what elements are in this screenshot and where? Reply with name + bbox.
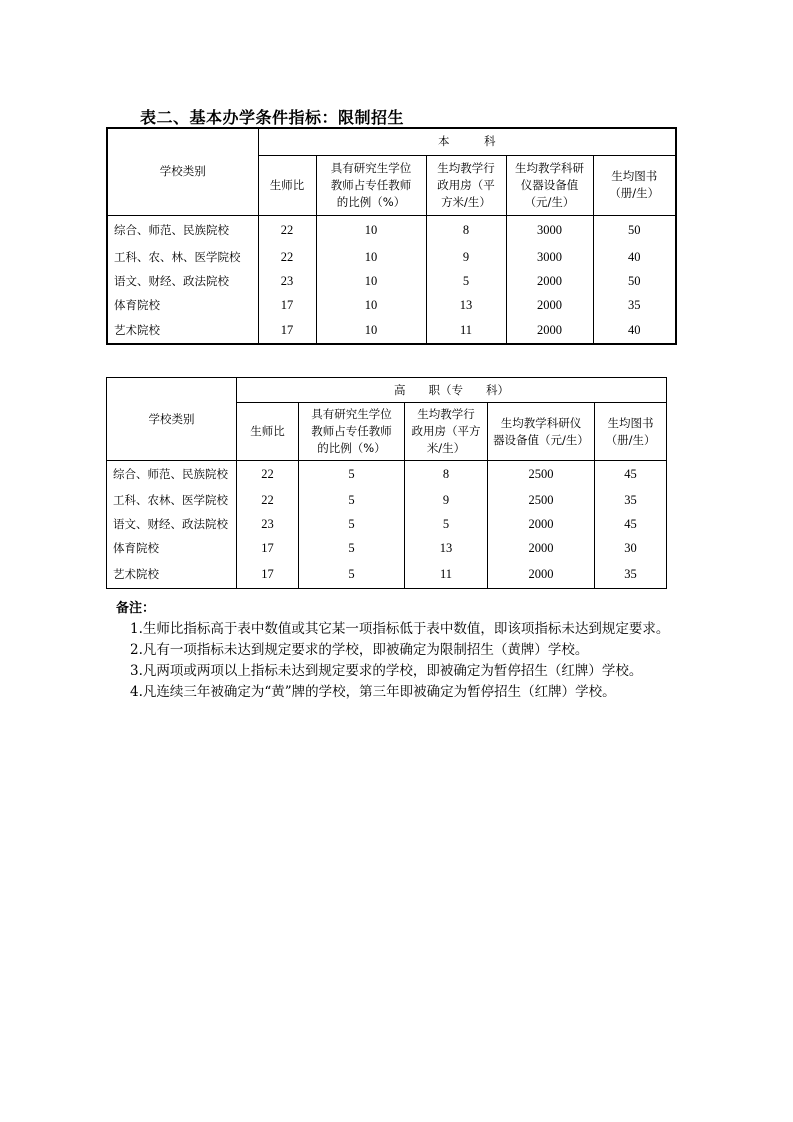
column-header-line: 生均图书 (607, 415, 654, 430)
page-title: 表二、基本办学条件指标：限制招生 (140, 108, 405, 127)
value-cell: 22 (258, 215, 316, 245)
note-item: 1.生师比指标高于表中数值或其它某一项指标低于表中数值，即该项指标未达到规定要求。 (130, 621, 670, 637)
value-cell: 40 (593, 317, 676, 344)
column-header-line: 生均教学行 (417, 407, 475, 421)
column-header-line: 生均教学科研 (515, 160, 584, 175)
note-item: 2.凡有一项指标未达到规定要求的学校，即被确定为限制招生（黄牌）学校。 (130, 642, 589, 658)
value-cell: 3000 (506, 215, 593, 245)
note-item: 4.凡连续三年被确定为“黄”牌的学校，第三年即被确定为暂停招生（红牌）学校。 (130, 684, 616, 700)
value-cell: 50 (593, 215, 676, 245)
undergraduate-table (106, 127, 677, 345)
table-row (107, 215, 676, 245)
column-header-line: 生均教学科研仪 (500, 415, 582, 430)
column-header-line: 生师比 (250, 424, 285, 438)
value-cell: 22 (237, 461, 299, 489)
table-row (107, 317, 676, 344)
group-header: 本 科 (258, 128, 676, 155)
table-row (107, 537, 667, 561)
value-cell: 2000 (506, 317, 593, 344)
value-cell: 13 (426, 293, 506, 317)
column-header-line: （册/生） (605, 432, 656, 447)
table-body (107, 215, 676, 344)
value-cell: 10 (316, 215, 426, 245)
value-cell: 5 (299, 537, 405, 561)
value-cell: 35 (593, 293, 676, 317)
column-header-line: 器设备值（元/生） (493, 432, 589, 447)
column-header-line: 生均教学行 (437, 160, 495, 175)
table-row (107, 561, 667, 589)
school-type-cell: 语文、财经、政法院校 (114, 273, 229, 288)
value-cell: 11 (405, 561, 488, 589)
column-header-line: 具有研究生学位 (311, 407, 392, 421)
column-header-line: 教师占专任教师 (330, 177, 412, 192)
column-header (506, 155, 593, 215)
value-cell: 10 (316, 317, 426, 344)
column-header-line: 方米/生） (441, 194, 491, 209)
table-row (107, 293, 676, 317)
column-header (316, 155, 426, 215)
column-header-line: 政用房（平 (437, 177, 495, 192)
school-type-cell: 综合、师范、民族院校 (114, 222, 229, 237)
school-type-cell: 语文、财经、政法院校 (113, 517, 228, 531)
value-cell: 2000 (488, 513, 595, 537)
value-cell: 17 (237, 537, 299, 561)
column-header (593, 155, 676, 215)
value-cell: 22 (237, 489, 299, 513)
value-cell: 5 (405, 513, 488, 537)
value-cell: 9 (426, 245, 506, 269)
value-cell: 8 (426, 215, 506, 245)
school-type-cell: 工科、农、林、医学院校 (114, 249, 241, 264)
value-cell: 5 (299, 461, 405, 489)
value-cell: 23 (258, 269, 316, 293)
value-cell: 10 (316, 245, 426, 269)
column-header (426, 155, 506, 215)
column-header-line: （册/生） (609, 186, 660, 200)
column-header (237, 403, 299, 461)
value-cell: 17 (258, 293, 316, 317)
value-cell: 2000 (488, 537, 595, 561)
column-header-line: 政用房（平方 (411, 424, 481, 438)
value-cell: 5 (299, 513, 405, 537)
value-cell: 30 (595, 537, 667, 561)
value-cell: 11 (426, 317, 506, 344)
column-header (299, 403, 405, 461)
column-header-line: 米/生） (426, 441, 466, 455)
school-type-cell: 综合、师范、民族院校 (113, 467, 228, 482)
school-type-cell: 体育院校 (113, 541, 159, 555)
column-header-line: 具有研究生学位 (330, 160, 412, 175)
value-cell: 22 (258, 245, 316, 269)
value-cell: 35 (595, 561, 667, 589)
value-cell: 10 (316, 293, 426, 317)
table-row (107, 245, 676, 269)
value-cell: 35 (595, 489, 667, 513)
table-row (107, 269, 676, 293)
value-cell: 5 (299, 489, 405, 513)
column-header-line: 仪器设备值 (520, 177, 579, 192)
value-cell: 10 (316, 269, 426, 293)
value-cell: 3000 (506, 245, 593, 269)
group-header: 高 职（专 科） (237, 378, 667, 403)
school-type-cell: 体育院校 (114, 297, 160, 312)
value-cell: 2000 (506, 293, 593, 317)
value-cell: 8 (405, 461, 488, 489)
value-cell: 45 (595, 461, 667, 489)
column-header (405, 403, 488, 461)
value-cell: 40 (593, 245, 676, 269)
value-cell: 2500 (488, 461, 595, 489)
row-header: 学校类别 (107, 128, 258, 215)
column-header-line: 的比例（%） (317, 441, 386, 455)
notes-heading: 备注： (116, 601, 156, 616)
column-header (488, 403, 595, 461)
column-header-line: （元/生） (524, 194, 575, 209)
note-item: 3.凡两项或两项以上指标未达到规定要求的学校，即被确定为暂停招生（红牌）学校。 (130, 663, 643, 679)
value-cell: 5 (299, 561, 405, 589)
value-cell: 45 (595, 513, 667, 537)
column-header-line: 生均图书 (611, 169, 658, 183)
column-header (595, 403, 667, 461)
column-header-line: 的比例（%） (336, 194, 406, 209)
table-body (107, 461, 667, 589)
value-cell: 5 (426, 269, 506, 293)
table-row (107, 461, 667, 489)
value-cell: 17 (237, 561, 299, 589)
school-type-cell: 艺术院校 (113, 566, 159, 581)
value-cell: 17 (258, 317, 316, 344)
column-header-line: 教师占专任教师 (311, 424, 392, 438)
school-type-cell: 艺术院校 (114, 322, 160, 337)
row-header: 学校类别 (107, 378, 237, 461)
value-cell: 9 (405, 489, 488, 513)
value-cell: 50 (593, 269, 676, 293)
notes (116, 598, 669, 703)
value-cell: 2000 (506, 269, 593, 293)
value-cell: 2500 (488, 489, 595, 513)
value-cell: 13 (405, 537, 488, 561)
school-type-cell: 工科、农林、医学院校 (113, 493, 228, 507)
table-row (107, 489, 667, 513)
column-header (258, 155, 316, 215)
table-row (107, 513, 667, 537)
value-cell: 23 (237, 513, 299, 537)
column-header-line: 生师比 (269, 177, 305, 192)
value-cell: 2000 (488, 561, 595, 589)
vocational-table (106, 377, 667, 589)
